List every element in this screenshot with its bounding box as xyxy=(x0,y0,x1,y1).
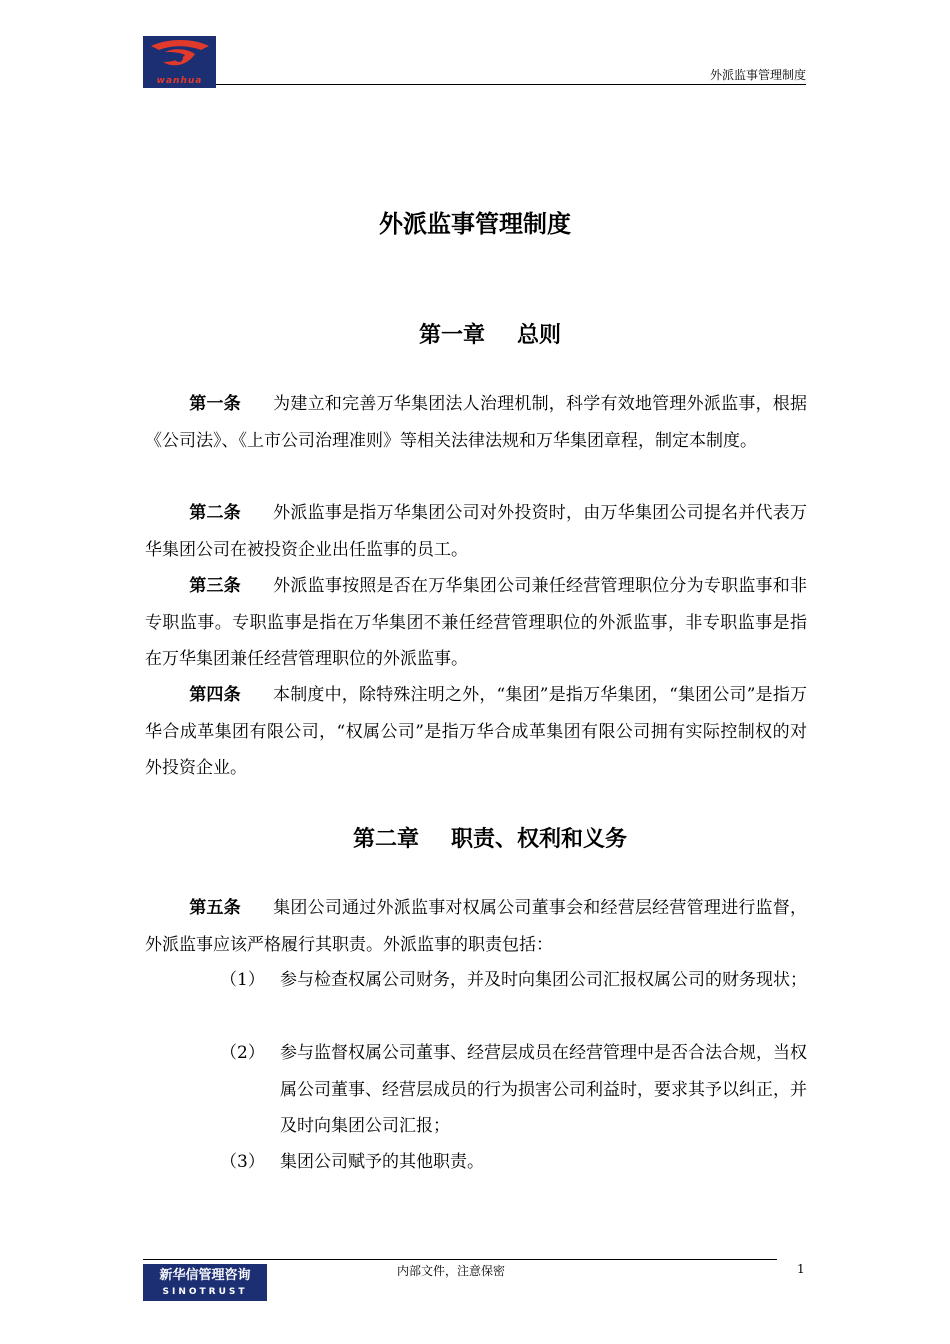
footer-logo-cn: 新华信管理咨询 xyxy=(159,1268,251,1283)
company-logo xyxy=(143,36,216,88)
article-5-item-1 xyxy=(220,962,807,999)
item-text: 参与检查权属公司财务，并及时向集团公司汇报权属公司的财务现状； xyxy=(280,970,807,990)
item-number: （3） xyxy=(220,1152,265,1172)
article-4-label: 第四条 xyxy=(189,685,241,705)
footer-logo-en: SINOTRUST xyxy=(162,1287,248,1297)
article-4-text: 本制度中，除特殊注明之外，“集团”是指万华集团，“集团公司”是指万华合成革集团有限公司，“权属公司”是指万华合成革集团有限公司拥有实际控制权的对外投资企业。 xyxy=(145,685,808,778)
chapter-1-heading xyxy=(0,318,950,349)
chapter-1-number: 第一章 xyxy=(418,323,485,348)
article-2-text: 外派监事是指万华集团公司对外投资时，由万华集团公司提名并代表万华集团公司在被投资企业出任监事的员工。 xyxy=(145,503,808,560)
chapter-2-number: 第二章 xyxy=(352,827,419,852)
confidential-note: 内部文件，注意保密 xyxy=(397,1264,506,1278)
logo-emblem-icon xyxy=(143,36,216,76)
item-number: （2） xyxy=(220,1043,265,1063)
item-number: （1） xyxy=(220,970,265,990)
item-text: 参与监督权属公司董事、经营层成员在经营管理中是否合法合规，当权属公司董事、经营层成员的行为损害公司利益时，要求其予以纠正，并及时向集团公司汇报； xyxy=(280,1043,807,1136)
document-title: 外派监事管理制度 xyxy=(379,210,571,238)
item-text: 集团公司赋予的其他职责。 xyxy=(280,1152,484,1172)
article-5-label: 第五条 xyxy=(189,898,241,918)
chapter-2-name: 职责、权利和义务 xyxy=(451,827,628,852)
logo-text: wanhua xyxy=(156,76,203,86)
page-number: 1 xyxy=(797,1262,805,1276)
article-3-text: 外派监事按照是否在万华集团公司兼任经营管理职位分为专职监事和非专职监事。专职监事是指在万华集团不兼任经营管理职位的外派监事，非专职监事是指在万华集团兼任经营管理职位的外派监事。 xyxy=(145,576,808,669)
article-5-text: 集团公司通过外派监事对权属公司董事会和经营层经营管理进行监督，外派监事应该严格履行其职责。外派监事的职责包括： xyxy=(145,898,808,955)
article-4 xyxy=(145,677,807,787)
article-5-item-3 xyxy=(220,1144,807,1181)
article-2-label: 第二条 xyxy=(189,503,241,523)
header-divider xyxy=(216,84,806,85)
footer-logo xyxy=(143,1264,267,1301)
chapter-1-name: 总则 xyxy=(517,323,562,348)
article-5-item-2 xyxy=(220,1035,807,1145)
header-title: 外派监事管理制度 xyxy=(709,68,806,82)
article-3-label: 第三条 xyxy=(189,576,241,596)
article-3 xyxy=(145,568,807,678)
article-2 xyxy=(145,495,807,568)
article-1-text: 为建立和完善万华集团法人治理机制，科学有效地管理外派监事，根据《公司法》、《上市公司治理准则》等相关法律法规和万华集团章程，制定本制度。 xyxy=(145,394,808,451)
article-5 xyxy=(145,890,807,963)
footer-divider xyxy=(143,1259,777,1260)
chapter-2-heading xyxy=(0,822,950,853)
article-1 xyxy=(145,386,807,459)
article-1-label: 第一条 xyxy=(189,394,241,414)
